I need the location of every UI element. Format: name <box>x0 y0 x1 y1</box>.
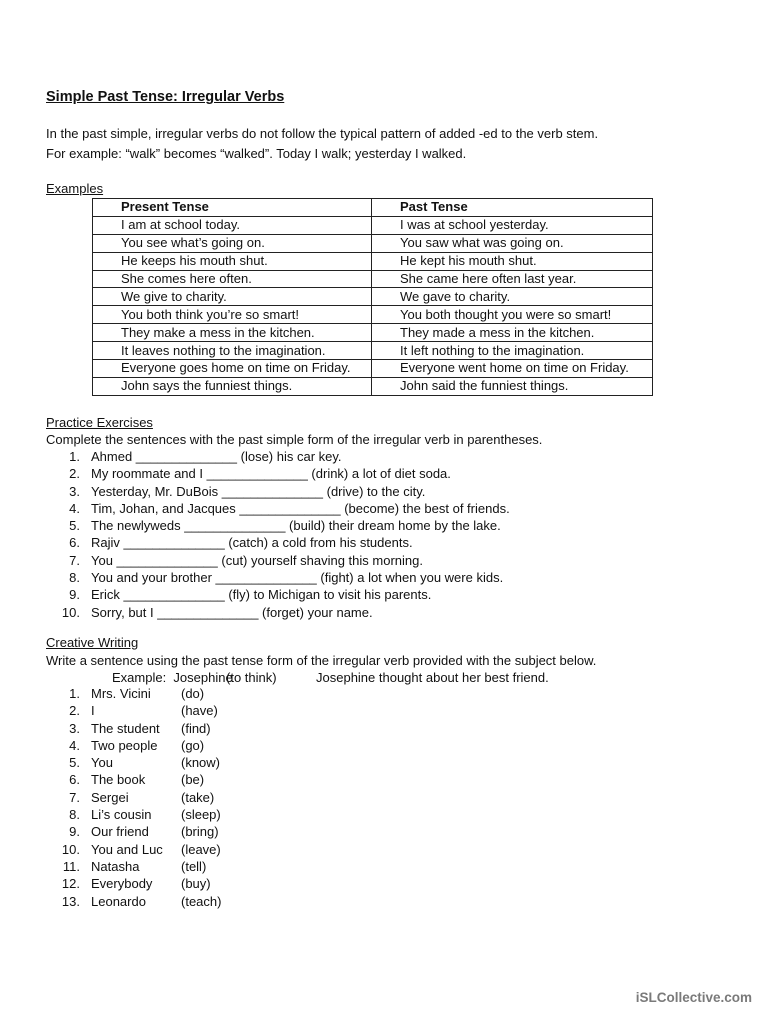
item-subject: Sergei <box>91 789 129 805</box>
practice-item <box>46 483 746 500</box>
table-cell-past: She came here often last year. <box>372 270 653 288</box>
creative-item <box>46 737 746 754</box>
item-verb: (find) <box>181 720 211 736</box>
item-number: 1. <box>69 686 80 701</box>
table-row <box>93 377 653 395</box>
item-text: You and your brother ______________ (fight) a lot when you were kids. <box>91 570 504 586</box>
creative-item <box>46 858 746 875</box>
item-text: Sorry, but I ______________ (forget) your name. <box>91 604 373 620</box>
table-cell-present: John says the funniest things. <box>93 377 372 395</box>
table-cell-past: You both thought you were so smart! <box>372 306 653 324</box>
creative-item <box>46 875 746 892</box>
item-text: Rajiv ______________ (catch) a cold from his students. <box>91 535 413 551</box>
item-verb: (have) <box>181 703 218 719</box>
table-cell-past: John said the funniest things. <box>372 377 653 395</box>
creative-heading: Creative Writing <box>46 635 139 650</box>
creative-item <box>46 789 746 806</box>
item-subject: Our friend <box>91 824 149 840</box>
creative-item <box>46 806 746 823</box>
table-row <box>93 288 653 306</box>
table-row <box>93 252 653 270</box>
item-number: 5. <box>69 755 80 771</box>
practice-item <box>46 500 746 517</box>
table-cell-past: You saw what was going on. <box>372 234 653 252</box>
page-title: Simple Past Tense: Irregular Verbs <box>46 89 285 105</box>
table-row <box>93 270 653 288</box>
item-subject: You <box>91 755 113 771</box>
item-verb: (do) <box>181 686 205 701</box>
item-number: 8. <box>69 807 80 823</box>
practice-item <box>46 569 746 586</box>
table-cell-present: They make a mess in the kitchen. <box>93 324 372 342</box>
table-row <box>93 324 653 342</box>
item-number: 2. <box>69 466 80 482</box>
item-number: 7. <box>69 789 80 805</box>
item-number: 4. <box>69 500 80 516</box>
item-number: 3. <box>69 720 80 736</box>
item-text: My roommate and I ______________ (drink) a lot of diet soda. <box>91 466 451 482</box>
example-verb: (to think) <box>226 670 277 685</box>
practice-heading: Practice Exercises <box>46 415 153 430</box>
table-cell-past: I was at school yesterday. <box>372 216 653 234</box>
creative-item <box>46 841 746 858</box>
item-subject: Li’s cousin <box>91 807 152 823</box>
item-number: 5. <box>69 518 80 534</box>
table-row <box>93 234 653 252</box>
creative-item <box>46 720 746 737</box>
item-text: Erick ______________ (fly) to Michigan to visit his parents. <box>91 587 432 603</box>
table-row <box>93 360 653 378</box>
table-cell-present: You both think you’re so smart! <box>93 306 372 324</box>
item-number: 9. <box>69 587 80 603</box>
item-subject: I <box>91 703 95 719</box>
item-number: 7. <box>69 552 80 568</box>
table-cell-past: It left nothing to the imagination. <box>372 342 653 360</box>
example-sentence: Josephine thought about her best friend. <box>316 670 549 685</box>
item-verb: (teach) <box>181 893 222 909</box>
creative-item <box>46 702 746 719</box>
item-subject: Two people <box>91 737 158 753</box>
table-row <box>93 306 653 324</box>
practice-item <box>46 586 746 603</box>
item-number: 13. <box>61 893 80 909</box>
item-verb: (be) <box>181 772 205 788</box>
item-text: Ahmed ______________ (lose) his car key. <box>91 449 342 464</box>
item-number: 1. <box>69 449 80 464</box>
creative-item <box>46 685 746 702</box>
creative-instruction: Write a sentence using the past tense form of the irregular verb provided with the subject below. <box>46 653 597 668</box>
example-label: Example: Josephine <box>112 670 233 685</box>
table-row <box>93 216 653 234</box>
table-cell-past: Everyone went home on time on Friday. <box>372 360 653 378</box>
item-subject: You and Luc <box>91 841 163 857</box>
watermark: iSLCollective.com <box>635 990 752 1005</box>
item-number: 3. <box>69 483 80 499</box>
item-number: 10. <box>61 841 80 857</box>
table-cell-present: It leaves nothing to the imagination. <box>93 342 372 360</box>
creative-item <box>46 823 746 840</box>
item-text: You ______________ (cut) yourself shaving this morning. <box>91 552 423 568</box>
item-verb: (go) <box>181 737 205 753</box>
item-verb: (buy) <box>181 876 211 892</box>
item-verb: (know) <box>181 755 221 771</box>
table-cell-past: They made a mess in the kitchen. <box>372 324 653 342</box>
examples-table <box>92 198 653 396</box>
item-verb: (bring) <box>181 824 219 840</box>
table-header-past: Past Tense <box>372 199 653 217</box>
practice-item <box>46 534 746 551</box>
table-cell-present: I am at school today. <box>93 216 372 234</box>
table-cell-present: He keeps his mouth shut. <box>93 252 372 270</box>
practice-item <box>46 604 746 621</box>
table-header-present: Present Tense <box>93 199 372 217</box>
table-cell-past: We gave to charity. <box>372 288 653 306</box>
creative-list <box>46 685 746 910</box>
practice-item <box>46 517 746 534</box>
practice-list <box>46 448 746 621</box>
creative-item <box>46 893 746 910</box>
item-number: 6. <box>69 535 80 551</box>
item-number: 10. <box>61 604 80 620</box>
intro-line: For example: “walk” becomes “walked”. Today I walk; yesterday I walked. <box>46 146 467 161</box>
examples-heading: Examples <box>46 181 104 196</box>
practice-instruction: Complete the sentences with the past simple form of the irregular verb in parentheses. <box>46 432 543 447</box>
table-header-row <box>93 199 653 217</box>
practice-item <box>46 465 746 482</box>
item-subject: The book <box>91 772 146 788</box>
item-number: 11. <box>62 858 80 874</box>
item-verb: (sleep) <box>181 807 221 823</box>
item-subject: Mrs. Vicini <box>91 686 151 701</box>
item-text: The newlyweds ______________ (build) their dream home by the lake. <box>91 518 501 534</box>
creative-example <box>0 669 768 686</box>
table-cell-present: We give to charity. <box>93 288 372 306</box>
item-subject: Natasha <box>91 858 140 874</box>
item-verb: (take) <box>181 789 215 805</box>
item-number: 2. <box>69 703 80 719</box>
table-cell-present: You see what’s going on. <box>93 234 372 252</box>
table-cell-present: She comes here often. <box>93 270 372 288</box>
item-number: 6. <box>69 772 80 788</box>
item-number: 9. <box>69 824 80 840</box>
creative-item <box>46 771 746 788</box>
intro-line: In the past simple, irregular verbs do not follow the typical pattern of added -ed to the verb stem. <box>46 126 599 141</box>
item-subject: Everybody <box>91 876 153 892</box>
table-row <box>93 342 653 360</box>
table-cell-past: He kept his mouth shut. <box>372 252 653 270</box>
table-cell-present: Everyone goes home on time on Friday. <box>93 360 372 378</box>
practice-item <box>46 552 746 569</box>
item-verb: (leave) <box>181 841 221 857</box>
item-text: Tim, Johan, and Jacques ______________ (become) the best of friends. <box>91 500 510 516</box>
item-subject: The student <box>91 720 160 736</box>
creative-item <box>46 754 746 771</box>
item-text: Yesterday, Mr. DuBois ______________ (drive) to the city. <box>91 483 426 499</box>
item-number: 12. <box>61 876 80 892</box>
intro-paragraph <box>46 124 598 164</box>
item-number: 8. <box>69 570 80 586</box>
practice-item <box>46 448 746 465</box>
item-verb: (tell) <box>181 858 207 874</box>
item-number: 4. <box>69 737 80 753</box>
item-subject: Leonardo <box>91 893 146 909</box>
